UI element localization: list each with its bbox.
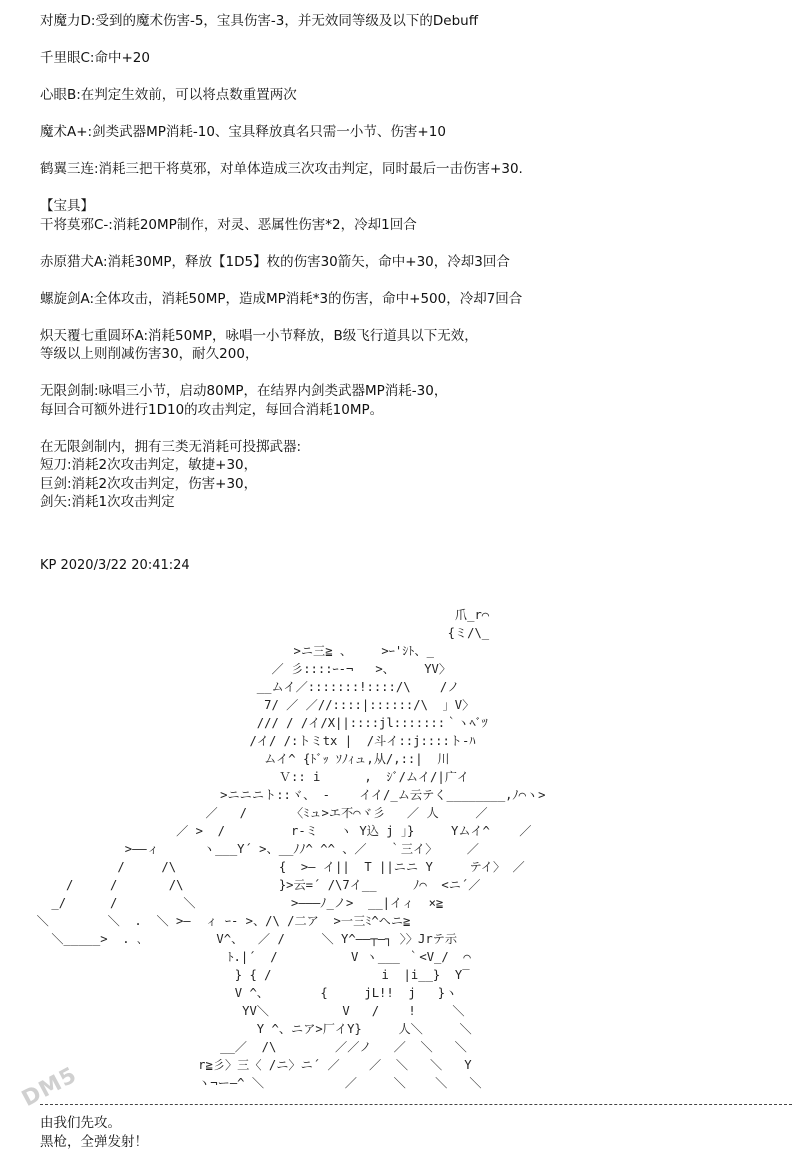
stats-spacer [40, 68, 780, 87]
ascii-art-line: Y ^、ニア>厂イY} 人＼ ＼ [0, 1022, 472, 1036]
ascii-art-line: __／ /\ ／／ノ ／ ＼ ＼ [0, 1040, 467, 1054]
stat-line: 每回合可额外进行1D10的攻击判定，每回合消耗10MP。 [40, 401, 384, 418]
panel-divider [40, 1104, 792, 1105]
stat-line: 螺旋剑A:全体攻击，消耗50MP，造成MP消耗*3的伤害，命中+500，冷却7回合 [40, 290, 523, 307]
stat-line: 短刀:消耗2次攻击判定，敏捷+30， [40, 457, 258, 473]
ascii-art-line: ﾄ.|´ / V ヽ___ ｀<V_/ ⌒ [0, 950, 471, 964]
stat-line: 炽天覆七重圆环A:消耗50MP，咏唱一小节释放，B级飞行道具以下无效， [40, 327, 478, 344]
ascii-art-line: >ニニニト::ヾ、 - イイ/_ム云テく________,ﾉ⌒ヽ> [0, 788, 546, 802]
ascii-art-line: Ｖ:: i , ｼﾞ/ムイ/|广イ [0, 770, 470, 784]
stats-spacer [40, 142, 780, 161]
ascii-art-line: ヽ¬ー―^ ＼ ／ ＼ ＼ ＼ [0, 1076, 482, 1090]
ascii-art-line: ムイ^ {ﾄﾞｯ ｿﾉｨュ,从/,::| 川 [0, 752, 450, 766]
stats-spacer [40, 419, 780, 438]
stat-line: 【宝具】 [40, 198, 94, 214]
stat-line: 巨剑:消耗2次攻击判定，伤害+30， [40, 475, 258, 492]
stats-spacer [40, 271, 780, 290]
stat-line: 剑矢:消耗1次攻击判定 [40, 494, 175, 510]
stats-spacer [40, 31, 780, 50]
ascii-art-line: /// / /イ/X||::::jl:::::::｀ヽﾍﾞﾂ [0, 716, 488, 730]
ascii-art-line: } { / i |i__} Y‾ [0, 968, 470, 982]
stat-line: 心眼B:在判定生效前，可以将点数重置两次 [40, 87, 297, 103]
stat-line: 赤原猎犬A:消耗30MP，释放【1D5】枚的伤害30箭矢，命中+30，冷却3回合 [40, 253, 510, 270]
ascii-art-line: YV＼ V / ! ＼ [0, 1004, 465, 1018]
ascii-art-line: __ムイ／:::::::!::::/\ /ノ [0, 680, 460, 694]
ascii-art-line: ＼ ＼ . ＼ >― ィ ｰ- >、/\ /二ア >一三ﾐ^ヘニ≧ [0, 914, 411, 928]
stat-line: 等级以上则削减伤害30，耐久200， [40, 346, 259, 362]
stat-line: 对魔力D:受到的魔术伤害-5，宝具伤害-3，并无效同等级及以下的Debuff [40, 13, 478, 29]
dialogue-line: 黑枪，全弹发射！ [40, 1134, 148, 1150]
ascii-art-line: / /\ { >― イ|| T ||ニニ Y テイ〉 ／ [0, 860, 525, 874]
stats-spacer [40, 179, 780, 198]
ascii-art-line: / / /\ }>云=´ /\7イ__ ﾉ⌒ <ニ´／ [0, 878, 481, 892]
stats-spacer [40, 105, 780, 124]
ascii-art-line: V ^、 { jL!! j }ヽ [0, 986, 458, 1000]
ascii-art-line: ／ / 〈ﾐュ>エ不⌒ヾ彡 ／ 人 ／ [0, 806, 488, 820]
stat-line: 千里眼C:命中+20 [40, 50, 150, 66]
stats-spacer [40, 234, 780, 253]
post-timestamp: KP 2020/3/22 20:41:24 [40, 558, 190, 573]
stat-line: 鹤翼三连:消耗三把干将莫邪，对单体造成三次攻击判定，同时最后一击伤害+30. [40, 161, 523, 177]
ascii-art-line: r≧彡〉三〈 /ニ〉ニ´ ／ ／ ＼ ＼ Y [0, 1058, 472, 1072]
ascii-art-line: >ニ三≧ 、 >ｰ'ｼﾄ、_ [0, 644, 434, 658]
stats-spacer [40, 364, 780, 383]
ascii-art-line: >――ィ ヽ___Y´ >、__ﾉﾉ^ ^^ 、／ ｀三イ〉 ／ [0, 842, 479, 856]
ascii-art-line: ／ 彡::::ｰ-¬ >、 YV〉 [0, 662, 452, 676]
ascii-art-line: ＼_____> . ､ V^、 ／ / ＼ Y^――┬―┐ 〉〉Jrテ示 [0, 932, 458, 946]
ascii-art-line: {ミ/\_ [0, 626, 490, 640]
ascii-art-line: /イ/ /:トミtx | /斗イ::j::::ト-ﾊ [0, 734, 476, 748]
ascii-art-line: _/ / ＼ >―――ﾉ_ノ> __|イィ ×≧ [0, 896, 444, 910]
stat-line: 魔术A+:剑类武器MP消耗-10、宝具释放真名只需一小节、伤害+10 [40, 124, 446, 140]
ascii-art-line: ／ > / r-ミ ヽ Y込 j 」} Yムイ^ ／ [0, 824, 532, 838]
ascii-art-illustration [0, 606, 798, 1102]
site-watermark: DM5 [18, 1062, 82, 1113]
stat-line: 干将莫邪C-:消耗20MP制作，对灵、恶属性伤害*2，冷却1回合 [40, 216, 417, 233]
stats-block [40, 12, 780, 512]
ascii-art-line: 爪_r⌒ [0, 608, 490, 622]
dialogue-block [40, 1114, 148, 1152]
stat-line: 无限剑制:咏唱三小节，启动80MP，在结界内剑类武器MP消耗-30， [40, 383, 448, 399]
stat-line: 在无限剑制内，拥有三类无消耗可投掷武器: [40, 438, 302, 455]
ascii-art-line: 7/ ／ ／//::::|::::::/\ 」V〉 [0, 698, 475, 712]
dialogue-line: 由我们先攻。 [40, 1115, 121, 1131]
stats-spacer [40, 308, 780, 327]
